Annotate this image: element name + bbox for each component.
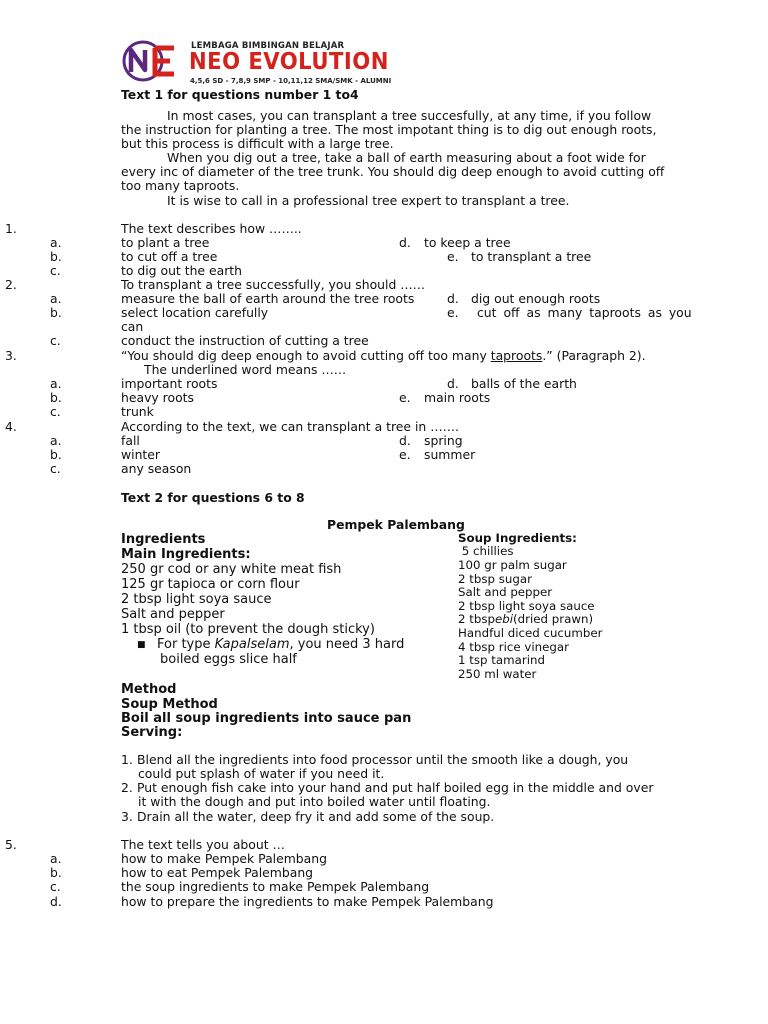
main-ingredient-item: 2 tbsp light soya sauce xyxy=(121,592,272,607)
q2-option-b: select location carefully xyxy=(121,305,269,320)
text1-p2-line1: When you dig out a tree, take a ball of earth measuring about a foot wide for xyxy=(167,150,646,165)
q5-d-letter: d. xyxy=(50,894,62,909)
step-number: 3. xyxy=(121,809,133,824)
q3-number: 3. xyxy=(5,348,17,363)
q2-option-a: measure the ball of earth around the tree roots xyxy=(121,291,415,306)
q3-underlined-word: taproots xyxy=(490,348,543,363)
soup-ingredient-item: 2 tbsp light soya sauce xyxy=(458,599,595,613)
q4-option-c: any season xyxy=(121,461,192,476)
levels-line: 4,5,6 SD - 7,8,9 SMP - 10,11,12 SMA/SMK - ALUMNI xyxy=(190,77,392,85)
text1-p2-line2: every inc of diameter of the tree trunk. You should dig deep enough to avoid cutting off xyxy=(121,164,665,179)
q3-d-letter: d. xyxy=(447,376,459,391)
step-text: it with the dough and put into boiled water until floating. xyxy=(138,794,491,809)
q5-c-letter: c. xyxy=(50,879,61,894)
q5-number: 5. xyxy=(5,837,17,852)
text1-p1-line1: In most cases, you can transplant a tree succesfully, at any time, if you follow xyxy=(167,108,652,123)
q2-b-letter: b. xyxy=(50,305,62,320)
q2-option-d: dig out enough roots xyxy=(471,291,601,306)
q5-stem: The text tells you about … xyxy=(121,837,285,852)
q1-option-a: to plant a tree xyxy=(121,235,210,250)
step-text: Blend all the ingredients into food processor until the smooth like a dough, you xyxy=(137,752,629,767)
q2-option-c: conduct the instruction of cutting a tree xyxy=(121,333,369,348)
text1-p1-line3: but this process is difficult with a large tree. xyxy=(121,136,394,151)
soup-ingredient-item: Salt and pepper xyxy=(458,585,553,599)
recipe-title: Pempek Palembang xyxy=(327,517,465,532)
q3-option-e: main roots xyxy=(424,390,491,405)
soup-ingredient-item: 100 gr palm sugar xyxy=(458,558,567,572)
soup-ingredient-item: 4 tbsp rice vinegar xyxy=(458,640,569,654)
kapalselam-note: For type Kapalselam, you need 3 hard xyxy=(157,637,405,652)
main-ingredient-item: 1 tbsp oil (to prevent the dough sticky) xyxy=(121,622,375,637)
q4-option-e: summer xyxy=(424,447,476,462)
main-ingredients-heading: Main Ingredients: xyxy=(121,547,251,562)
step-text: Drain all the water, deep fry it and add some of the soup. xyxy=(137,809,495,824)
step-number: 1. xyxy=(121,752,133,767)
q3-a-letter: a. xyxy=(50,376,62,391)
q4-c-letter: c. xyxy=(50,461,61,476)
soup-ingredient-item: 2 tbsp sugar xyxy=(458,572,532,586)
q5-option-c: the soup ingredients to make Pempek Palembang xyxy=(121,879,430,894)
q1-option-b: to cut off a tree xyxy=(121,249,218,264)
q3-option-c: trunk xyxy=(121,404,154,419)
main-ingredient-item: Salt and pepper xyxy=(121,607,225,622)
q1-d-letter: d. xyxy=(399,235,411,250)
q2-option-e: cut off as many taproots as you xyxy=(477,305,692,320)
q3-stem: “You should dig deep enough to avoid cutting off too many taproots.” (Paragraph 2). xyxy=(121,348,646,363)
q3-stem-line2: The underlined word means …… xyxy=(144,362,347,377)
method-heading: Method xyxy=(121,682,177,697)
q4-e-letter: e. xyxy=(399,447,411,462)
text1-title: Text 1 for questions number 1 to4 xyxy=(121,87,359,102)
q2-a-letter: a. xyxy=(50,291,62,306)
step-text: could put splash of water if you need it. xyxy=(138,766,385,781)
q5-a-letter: a. xyxy=(50,851,62,866)
q3-option-b: heavy roots xyxy=(121,390,194,405)
kapalselam-note-line2: boiled eggs slice half xyxy=(160,652,297,667)
q2-option-b-wrap: can xyxy=(121,319,144,334)
neo-evolution-logo-icon xyxy=(122,40,180,82)
soup-ingredient-item: Handful diced cucumber xyxy=(458,626,603,640)
q2-d-letter: d. xyxy=(447,291,459,306)
soup-ingredient-item-ebi: 2 tbspebi(dried prawn) xyxy=(458,612,594,626)
q4-option-b: winter xyxy=(121,447,161,462)
q2-stem: To transplant a tree successfully, you should …… xyxy=(121,277,426,292)
soup-ingredient-item: 1 tsp tamarind xyxy=(458,653,545,667)
q4-option-a: fall xyxy=(121,433,140,448)
q2-c-letter: c. xyxy=(50,333,61,348)
soup-ingredients-heading: Soup Ingredients: xyxy=(458,531,577,545)
q3-c-letter: c. xyxy=(50,404,61,419)
ingredients-heading: Ingredients xyxy=(121,532,206,547)
q1-option-e: to transplant a tree xyxy=(471,249,592,264)
q4-number: 4. xyxy=(5,419,17,434)
q2-e-letter: e. xyxy=(447,305,459,320)
q5-b-letter: b. xyxy=(50,865,62,880)
q1-c-letter: c. xyxy=(50,263,61,278)
q5-option-d: how to prepare the ingredients to make Pempek Palembang xyxy=(121,894,494,909)
q3-b-letter: b. xyxy=(50,390,62,405)
serving-heading: Serving: xyxy=(121,725,183,740)
step-number: 2. xyxy=(121,780,133,795)
text1-p2-line3: too many taproots. xyxy=(121,178,240,193)
q2-number: 2. xyxy=(5,277,17,292)
brand-name: NEO EVOLUTION xyxy=(189,49,389,75)
text1-p3-line1: It is wise to call in a professional tree expert to transplant a tree. xyxy=(167,193,570,208)
step-text: Put enough fish cake into your hand and put half boiled egg in the middle and over xyxy=(137,780,654,795)
text1-p1-line2: the instruction for planting a tree. The most impotant thing is to dig out enough roots, xyxy=(121,122,657,137)
q4-b-letter: b. xyxy=(50,447,62,462)
q4-a-letter: a. xyxy=(50,433,62,448)
q4-d-letter: d. xyxy=(399,433,411,448)
soup-method-heading: Soup Method xyxy=(121,697,218,712)
soup-ingredient-item: 250 ml water xyxy=(458,667,537,681)
square-bullet-icon: ■ xyxy=(137,640,146,650)
q4-option-d: spring xyxy=(424,433,463,448)
q1-a-letter: a. xyxy=(50,235,62,250)
q1-b-letter: b. xyxy=(50,249,62,264)
q1-option-c: to dig out the earth xyxy=(121,263,243,278)
q3-e-letter: e. xyxy=(399,390,411,405)
soup-ingredient-item: 5 chillies xyxy=(458,544,514,558)
main-ingredient-item: 125 gr tapioca or corn flour xyxy=(121,577,300,592)
q3-option-a: important roots xyxy=(121,376,218,391)
org-line: LEMBAGA BIMBINGAN BELAJAR xyxy=(191,41,345,51)
text2-title: Text 2 for questions 6 to 8 xyxy=(121,490,305,505)
q4-stem: According to the text, we can transplant a tree in ……. xyxy=(121,419,459,434)
q5-option-b: how to eat Pempek Palembang xyxy=(121,865,314,880)
q1-stem: The text describes how …….. xyxy=(121,221,302,236)
q3-option-d: balls of the earth xyxy=(471,376,577,391)
q1-option-d: to keep a tree xyxy=(424,235,511,250)
main-ingredient-item: 250 gr cod or any white meat fish xyxy=(121,562,342,577)
q1-number: 1. xyxy=(5,221,17,236)
boil-instruction: Boil all soup ingredients into sauce pan xyxy=(121,711,412,726)
q1-e-letter: e. xyxy=(447,249,459,264)
q5-option-a: how to make Pempek Palembang xyxy=(121,851,327,866)
